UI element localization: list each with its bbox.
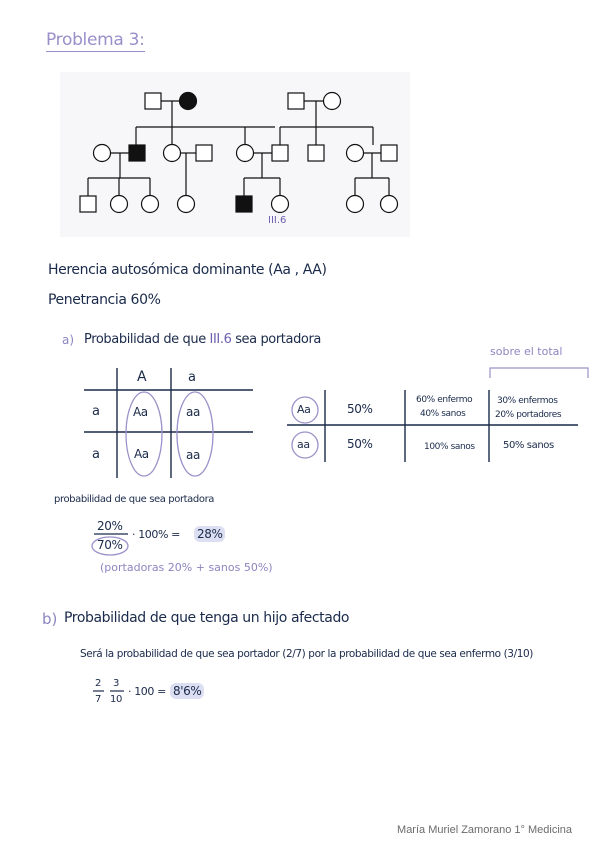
t2-pct-aa: 50% (347, 437, 373, 451)
part-b-marker: b) (42, 610, 58, 628)
punnett-cell-2-1: Aa (134, 447, 149, 461)
ped-III3-female (142, 196, 159, 213)
frac-result: 28% (194, 526, 225, 542)
ped-II8-female (347, 145, 364, 162)
herencia-text: Herencia autosómica dominante (Aa , AA) (48, 262, 327, 278)
frac-numerator: 20% (97, 519, 123, 533)
ped-I4-female (324, 93, 341, 110)
ped-I1-male (145, 93, 161, 109)
ped-III1-male (80, 196, 96, 212)
t2-detail-Aa-1: 60% enfermo (416, 395, 473, 405)
part-a-heading (84, 332, 321, 347)
b-d1: 7 (95, 694, 101, 705)
frac-note: (portadoras 20% + sanos 50%) (100, 561, 273, 574)
ped-I3-male (288, 93, 304, 109)
ped-III6-female (272, 196, 289, 213)
t2-genotype-Aa: Aa (297, 403, 311, 416)
part-a-ref: III.6 (209, 332, 232, 347)
prob-portadora-text: probabilidad de que sea portadora (54, 494, 215, 505)
punnett-cell-1-2: aa (186, 405, 200, 419)
punnett-row-a2: a (92, 447, 100, 462)
ped-III2-female (111, 196, 128, 213)
penetrancia-text: Penetrancia 60% (48, 292, 161, 308)
part-a-text-end: sea portadora (235, 332, 321, 347)
punnett-col-A: A (137, 369, 147, 385)
ped-II3-female (164, 145, 181, 162)
part-b-explain: Será la probabilidad de que sea portador (2/7) por la probabilidad de que sea enfermo (3/10) (80, 648, 533, 660)
part-a-marker: a) (62, 333, 75, 347)
ped-III5-male-affected (236, 196, 252, 212)
t2-total-Aa-1: 30% enfermos (497, 396, 558, 406)
b-n1: 2 (95, 678, 101, 689)
t2-detail-Aa-2: 40% sanos (420, 409, 466, 419)
pedigree-III6-label: III.6 (268, 215, 287, 226)
t2-detail-aa-1: 100% sanos (424, 442, 475, 452)
b-n2: 3 (113, 678, 119, 689)
sobre-total-label: sobre el total (490, 345, 563, 358)
b-d2: 10 (110, 694, 122, 705)
b-rest: · 100 = (128, 685, 166, 698)
ped-III8-female (381, 196, 398, 213)
t2-total-Aa-2: 20% portadores (495, 410, 562, 420)
sobre-total-bracket (490, 368, 588, 378)
punnett-grid (84, 368, 253, 478)
punnett-row-a1: a (92, 404, 100, 419)
ped-II7-male (308, 145, 324, 161)
t2-genotype-aa: aa (297, 438, 310, 451)
part-b-heading: Probabilidad de que tenga un hijo afectado (64, 610, 350, 626)
ped-II4-male (196, 145, 212, 161)
t2-pct-Aa: 50% (347, 402, 373, 416)
punnett-cell-2-2: aa (186, 448, 200, 462)
ped-II1-female (94, 145, 111, 162)
ped-I2-female-affected (180, 93, 197, 110)
punnett-col-a: a (188, 370, 196, 385)
ped-III4-female (178, 196, 195, 213)
ped-II6-male (272, 145, 288, 161)
footer-author: María Muriel Zamorano 1° Medicina (397, 824, 572, 836)
part-a-text: Probabilidad de que (84, 332, 206, 347)
page-title: Problema 3: (46, 30, 145, 50)
punnett-cell-1-1: Aa (133, 405, 148, 419)
t2-total-aa-1: 50% sanos (503, 440, 554, 451)
ped-III7-female (347, 196, 364, 213)
ped-II9-male (381, 145, 397, 161)
frac-denominator: 70% (97, 538, 123, 552)
ped-II2-male-affected (129, 145, 145, 161)
frac-times: · 100% = (132, 528, 180, 541)
b-result: 8'6% (170, 683, 204, 699)
ped-II5-female (237, 145, 254, 162)
